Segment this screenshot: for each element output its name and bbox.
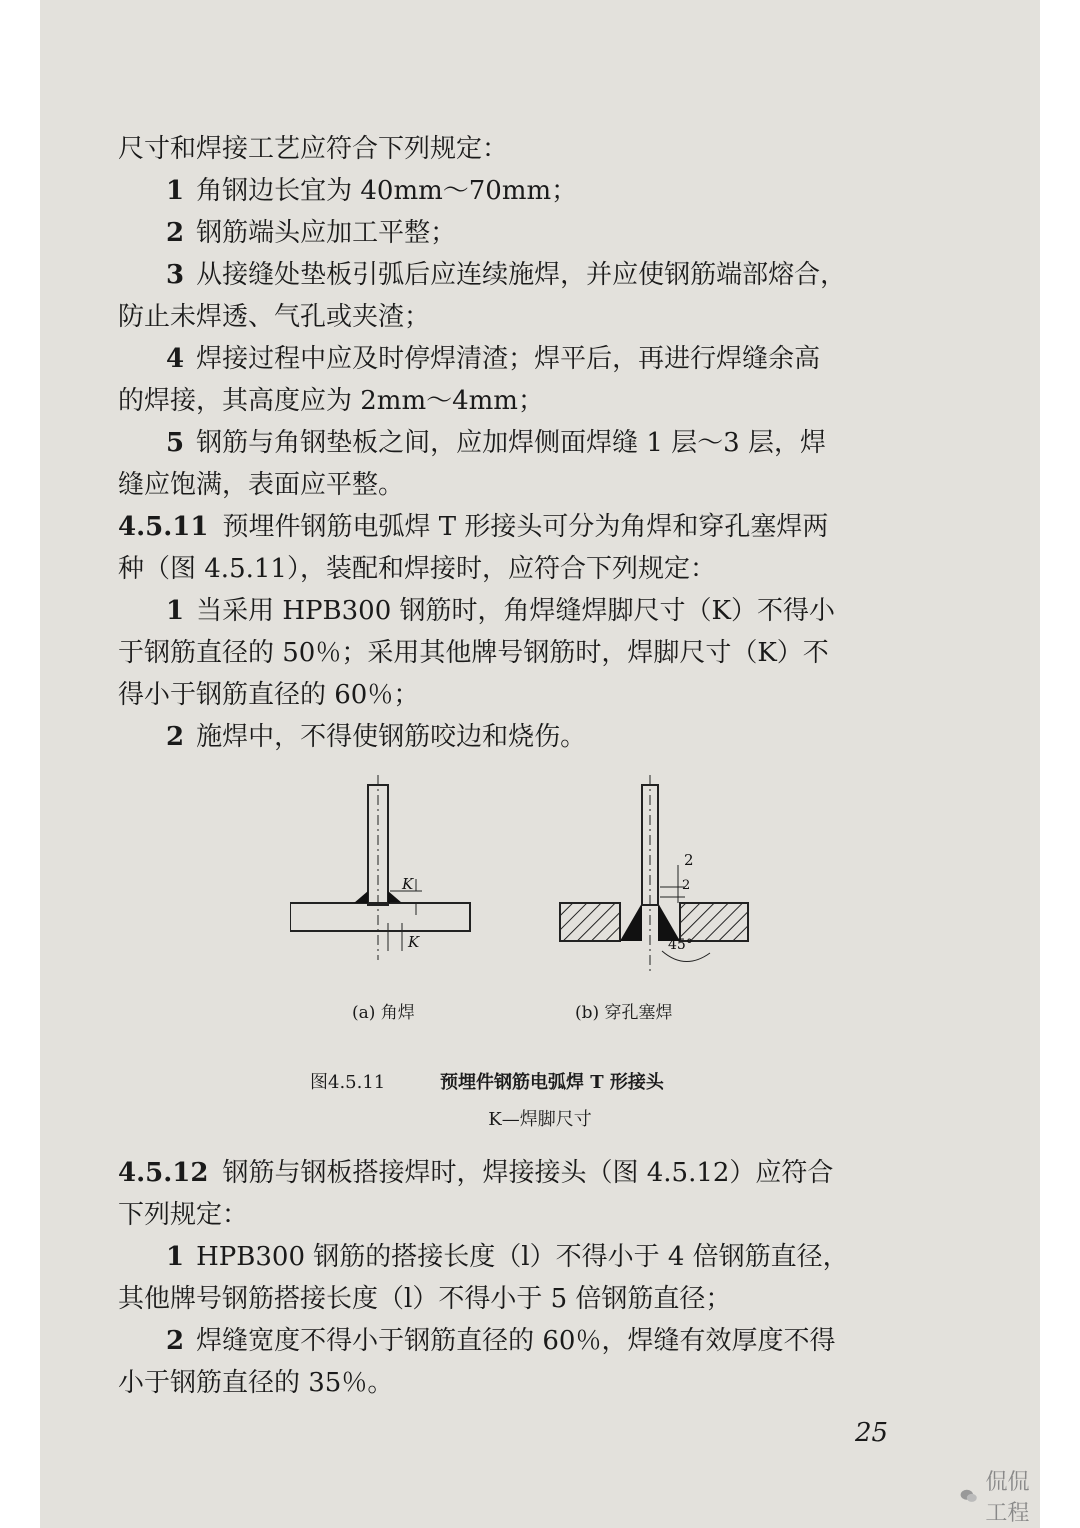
line-text: 预埋件钢筋电弧焊 T 形接头可分为角焊和穿孔塞焊两 bbox=[222, 512, 829, 542]
line-text: 焊缝宽度不得小于钢筋直径的 60％，焊缝有效厚度不得 bbox=[196, 1326, 836, 1356]
text-line bbox=[118, 380, 948, 422]
item-number: 1 bbox=[166, 176, 185, 206]
text-line bbox=[118, 716, 948, 758]
line-text: 下列规定： bbox=[118, 1200, 249, 1230]
line-text: 钢筋与角钢垫板之间，应加焊侧面焊缝 1 层～3 层，焊 bbox=[196, 428, 826, 458]
text-line bbox=[118, 338, 948, 380]
text-line bbox=[118, 1362, 948, 1404]
caption-plug-weld: (b) 穿孔塞焊 bbox=[575, 1003, 673, 1023]
angle-label: 45° bbox=[668, 937, 693, 953]
text-line bbox=[118, 632, 948, 674]
line-text: 尺寸和焊接工艺应符合下列规定： bbox=[118, 134, 509, 164]
item-number: 4 bbox=[166, 344, 185, 374]
line-text: 缝应饱满，表面应平整。 bbox=[118, 470, 405, 500]
text-line bbox=[118, 1152, 948, 1194]
line-text: 焊接过程中应及时停焊清渣；焊平后，再进行焊缝余高 bbox=[196, 344, 821, 374]
text-line bbox=[118, 674, 948, 716]
body-text-top bbox=[118, 128, 948, 758]
item-number: 2 bbox=[166, 1326, 185, 1356]
line-text: 种（图 4.5.11），装配和焊接时，应符合下列规定： bbox=[118, 554, 716, 584]
caption-fillet-weld: (a) 角焊 bbox=[352, 1003, 415, 1023]
watermark bbox=[960, 1465, 1040, 1527]
figure-note: K—焊脚尺寸 bbox=[488, 1109, 592, 1130]
line-text: 其他牌号钢筋搭接长度（l）不得小于 5 倍钢筋直径； bbox=[118, 1284, 732, 1314]
dim-2-side-label: 2 bbox=[682, 878, 691, 893]
item-number: 1 bbox=[166, 1242, 185, 1272]
line-text: 小于钢筋直径的 35％。 bbox=[118, 1368, 394, 1398]
line-text: HPB300 钢筋的搭接长度（l）不得小于 4 倍钢筋直径， bbox=[196, 1242, 849, 1272]
line-text: 防止未焊透、气孔或夹渣； bbox=[118, 302, 431, 332]
k-dim-label-top: K bbox=[402, 875, 414, 893]
line-text: 施焊中，不得使钢筋咬边和烧伤。 bbox=[196, 722, 587, 752]
line-text: 从接缝处垫板引弧后应连续施焊，并应使钢筋端部熔合， bbox=[196, 260, 847, 290]
dim-2-label: 2 bbox=[684, 851, 694, 869]
text-line bbox=[118, 422, 948, 464]
clause-number: 4.5.12 bbox=[118, 1158, 209, 1188]
text-line bbox=[118, 128, 948, 170]
watermark-text: 侃侃工程 bbox=[985, 1470, 1030, 1526]
item-number: 2 bbox=[166, 218, 185, 248]
line-text: 角钢边长宜为 40mm～70mm； bbox=[196, 176, 578, 206]
text-line bbox=[118, 464, 948, 506]
line-text: 得小于钢筋直径的 60％； bbox=[118, 680, 420, 710]
text-line bbox=[118, 1320, 948, 1362]
text-line bbox=[118, 548, 948, 590]
line-text: 钢筋与钢板搭接焊时，焊接接头（图 4.5.12）应符合 bbox=[222, 1158, 834, 1188]
item-number: 1 bbox=[166, 596, 185, 626]
item-number: 3 bbox=[166, 260, 185, 290]
line-text: 的焊接，其高度应为 2mm～4mm； bbox=[118, 386, 544, 416]
text-line bbox=[118, 254, 948, 296]
text-line bbox=[118, 1236, 948, 1278]
text-line bbox=[118, 506, 948, 548]
chat-bubble-icon bbox=[960, 1485, 977, 1507]
text-line bbox=[118, 170, 948, 212]
line-text: 当采用 HPB300 钢筋时，角焊缝焊脚尺寸（K）不得小 bbox=[196, 596, 835, 626]
body-text-bottom bbox=[118, 1152, 948, 1404]
text-line bbox=[118, 1278, 948, 1320]
line-text: 钢筋端头应加工平整； bbox=[196, 218, 457, 248]
text-line bbox=[118, 1194, 948, 1236]
plug-weld-diagram bbox=[560, 775, 748, 975]
figure-title: 预埋件钢筋电弧焊 T 形接头 bbox=[440, 1072, 664, 1093]
item-number: 5 bbox=[166, 428, 185, 458]
figure-number: 图4.5.11 bbox=[310, 1072, 386, 1093]
page-number: 25 bbox=[855, 1418, 889, 1448]
text-line bbox=[118, 296, 948, 338]
text-line bbox=[118, 212, 948, 254]
fillet-weld-diagram bbox=[290, 775, 470, 960]
item-number: 2 bbox=[166, 722, 185, 752]
clause-number: 4.5.11 bbox=[118, 512, 209, 542]
text-line bbox=[118, 590, 948, 632]
k-dim-label-bottom: K bbox=[408, 933, 420, 951]
line-text: 于钢筋直径的 50％；采用其他牌号钢筋时，焊脚尺寸（K）不 bbox=[118, 638, 829, 668]
figure-4-5-11 bbox=[290, 775, 760, 1035]
document-page bbox=[40, 0, 1040, 1528]
